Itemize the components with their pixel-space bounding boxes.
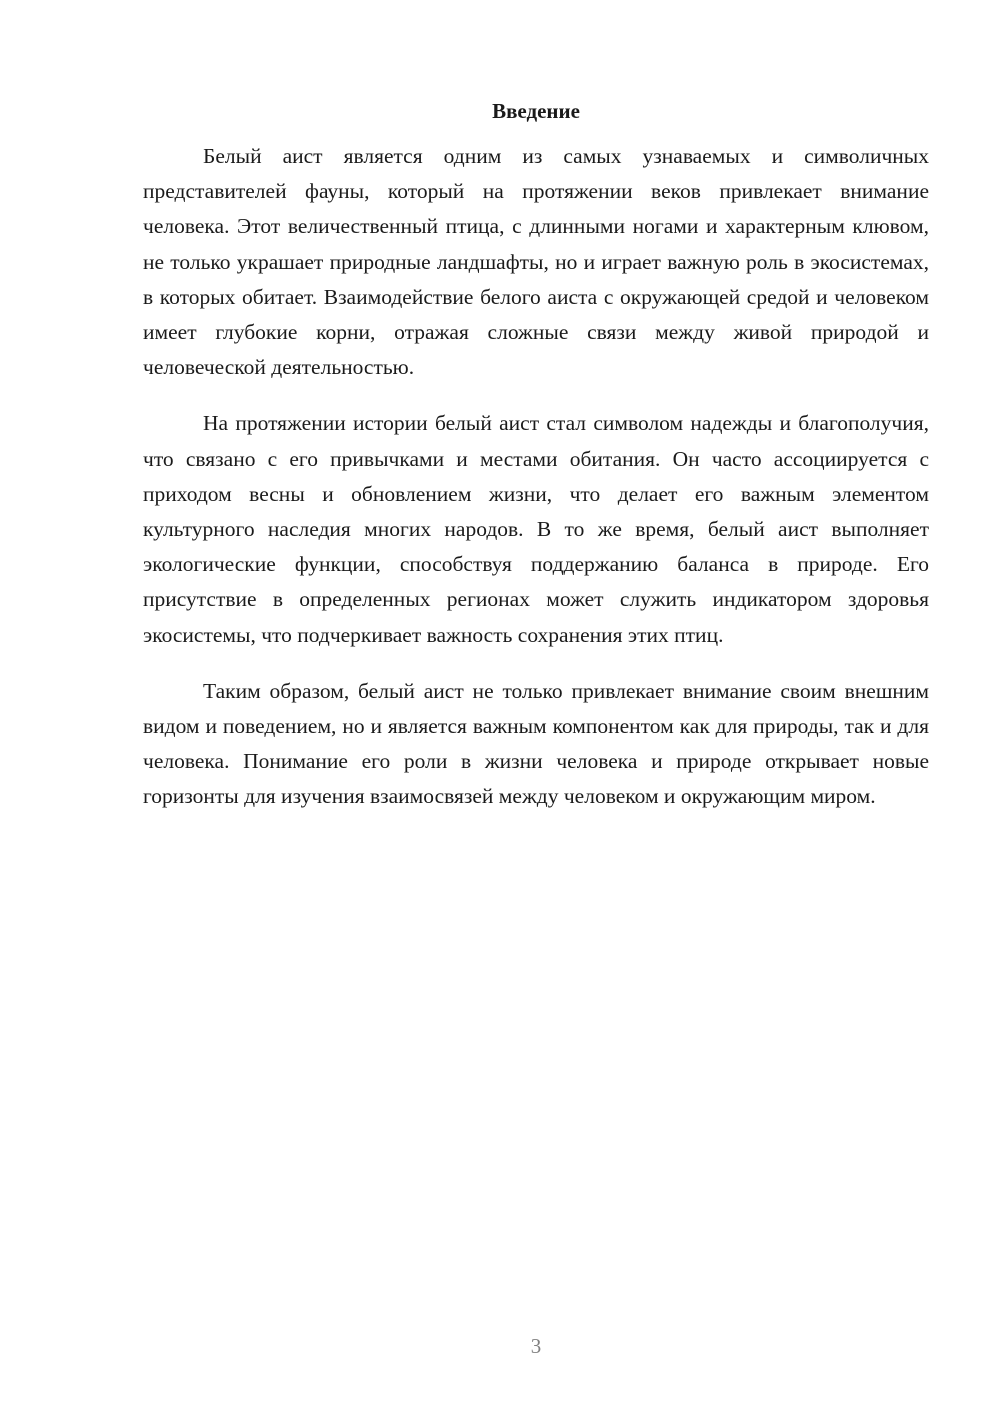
- paragraph-3: Таким образом, белый аист не только привлекает внимание своим внешним видом и поведением, но и является важным компонентом как для природы, так и для человека. Понимание его роли в жизни человека и природе открывает новые горизонты для изучения взаимосвязей между человеком и окружающим миром.: [143, 678, 929, 809]
- paragraph-2: На протяжении истории белый аист стал символом надежды и благополучия, что связано с его привычками и местами обитания. Он часто ассоциируется с приходом весны и обновлением жизни, что делает его важным элементом культурного наследия многих народов. В то же время, белый аист выполняет экологические функции, способствуя поддержанию баланса в природе. Его присутствие в определенных регионах может служить индикатором здоровья экосистемы, что подчеркивает важность сохранения этих птиц.: [143, 411, 929, 647]
- section-heading: Введение: [492, 99, 580, 123]
- page-number: 3: [530, 1334, 542, 1358]
- page-number-footer: [0, 1333, 1000, 1359]
- page-content: [143, 96, 929, 836]
- paragraph-1: Белый аист является одним из самых узнаваемых и символичных представителей фауны, который на протяжении веков привлекает внимание человека. Этот величественный птица, с длинными ногами и характерным клювом, не только украшает природные ландшафты, но и играет важную роль в экосистемах, в которых обитает. Взаимодействие белого аиста с окружающей средой и человеком имеет глубокие корни, отражая сложные связи между живой природой и человеческой деятельностью.: [143, 144, 929, 380]
